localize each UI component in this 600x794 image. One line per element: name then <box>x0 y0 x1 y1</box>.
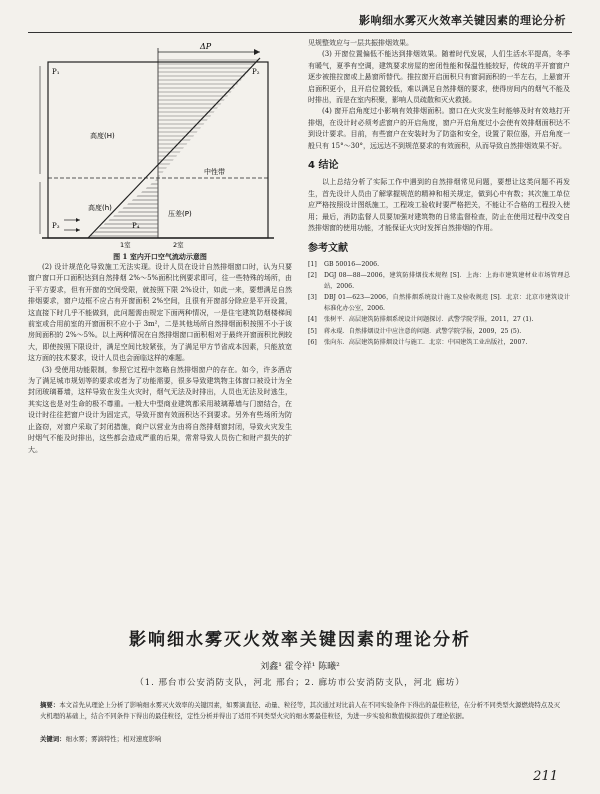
p3-label: P₃ <box>52 222 60 230</box>
reference-item: [5] 蒋永琨．自然排烟设计中应注意的问题．武警学院学报，2009，25 (5). <box>308 327 522 335</box>
reference-item: [6] 张向东．高层建筑防排烟设计与施工．北京：中国建筑工业出版社，2007. <box>308 339 528 347</box>
abstract-label: 摘要： <box>40 701 60 709</box>
reference-item: [4] 张树平．高层建筑防排烟系统设计问题探讨．武警学院学报，2011，27 (1). <box>308 316 534 324</box>
article-affiliations: （1. 邢台市公安消防支队，河北 邢台；2. 廊坊市公安消防支队，河北 廊坊） <box>135 678 465 688</box>
header-rule <box>28 32 572 33</box>
room1-label: 1室 <box>120 241 131 248</box>
figure-caption: 图 1 室内开口空气流动示意图 <box>113 252 207 261</box>
article-title: 影响细水雾灭火效率关键因素的理论分析 <box>129 630 471 650</box>
reference-item: [1] GB 50016—2006. <box>308 260 380 268</box>
references-heading: 参考文献 <box>308 242 348 254</box>
keywords <box>40 734 560 743</box>
reference-item: [3] DBJ 01—623—2006，自然排烟系统设计施工及验收规范 [S]．北京：北京市建筑设计标准化办公室，2006. <box>308 294 570 312</box>
p1-label: P₁ <box>52 68 60 76</box>
section-4-heading: 4 结论 <box>308 160 339 172</box>
conclusion-paragraph: 以上总结分析了实际工作中遇到的自然排烟常见问题，要想让这类问题不再发生，首先设计人员由了解掌握规范的精神和相关规定，做到心中有数；其次施工单位应严格按照设计图纸施工，工程竣工验收时要严格把关，不能让不合格的工程投入使用；最后，消防监督人员要加强对建筑物的日常监督检查，防止在使用过程中改变自然排烟窗的使用功能，才能保证火灾时发挥自然排烟的作用。 <box>308 178 570 233</box>
left-paragraph: (3) 受使用功能限制，参照它过程中忽略自然排烟窗户的存在。如今，许多酒店为了满足城市规划等的要求或者为了功能需要，很多导致建筑物主体窗口被设计为全封闭玻璃幕墙，这样导致在发生火灾时，烟气无法及时排出，人员也无法及时逃生，其实这也是对生命的极不尊重。一般大中型商业建筑都采用玻璃幕墙与门窗结合，在设计时往往把窗户设计为固定式，导致开窗有效面积达不到要求。另外有些场所为防止盗窃，对窗户采取了封闭措施，商户以营业为由将自然排烟窗封闭，导致火灾发生时烟气不能及时排出，这些都会造成严重的后果，常常导致人员伤亡和财产损失的扩大。 <box>28 365 292 454</box>
height-high-label: 高度(H) <box>90 132 115 140</box>
left-paragraph: (2) 设计规范化导致施工无法实现。设计人员在设计自然排烟窗口时，认为只要窗户窗口开口面积达到自然排烟 2%～5%面积比例要求即可，往一些特殊的场所，由于平方要求，但有开窗的空间受限，就按照下限 2%设计，如此一来，要想满足自然排烟要求，窗户边框不应占有开窗面积 2%空间，且很有开窗部分除应是平开设置，这直接下时几乎不能做到，此问题需由规定下面两种情况，一是住宅建筑防烟楼梯间前室或合用前室的开窗面积不应小于 3m²，二是其他场所自然排烟面积按照不小于该房间面积的 2%～5%。以上两种情况在自然排烟窗口面积相对于最终开窗面积比例较大，即使按照下限设计，满足空间比较紧张，为了满足甲方节省成本因素，只能放宽这方面的技术要求，设计人员也会面临这样的难题。 <box>28 263 292 363</box>
figure-1 <box>28 38 292 260</box>
reference-item: [2] DGJ 08—88—2006，建筑防排烟技术规程 [S]．上海：上海市建筑建材业市场管理总站，2006. <box>308 272 570 290</box>
right-top-text: 见规整效应与一层共振排烟效果。 <box>308 39 413 47</box>
pressure-diff-label: 压差(P) <box>168 210 192 218</box>
abstract <box>40 700 560 722</box>
page-number: 211 <box>533 769 558 784</box>
right-paragraph: (3) 开窗位置偏低不能达到排烟效果。随着时代发展，人们生活水平提高，冬季有暖气，夏季有空调，建筑要求房屋的密闭性能和保温性能较好，传统的平开窗窗户逐步被推拉窗或上悬窗所替代。推拉窗开启面积只有窗洞面积的一半左右，上悬窗开启面积更小，且开启位置较低，难以满足自然排烟的要求，使得房间内的烟气不能及时排出，而是在室内积聚，影响人员疏散和灭火救援。 <box>308 50 570 105</box>
p2-label: P₂ <box>252 68 260 76</box>
abstract-text: 本文首先从理论上分析了影响细水雾灭火效率的关键因素，如雾滴直径、动量、粒径等，其次通过对比前人在不同实验条件下得出的最佳粒径，在分析不同类型火源燃烧特点及灭火机理的基础上，结合不同条件下得出的最佳粒径，定性分析并得出了适用不同类型火灾的细水雾最佳粒径，为进一步实验和数值模拟提供了理论依据。 <box>40 701 561 720</box>
running-title: 影响细水雾灭火效率关键因素的理论分析 <box>359 14 566 27</box>
height-low-label: 高度(h) <box>88 204 112 212</box>
room2-label: 2室 <box>173 241 184 248</box>
neutral-plane-label: 中性带 <box>204 168 225 176</box>
article-authors: 刘鑫¹ 霍令祥¹ 陈曦² <box>260 662 340 672</box>
left-column <box>28 262 292 602</box>
keywords-label: 关键词： <box>40 735 66 743</box>
figure-1-diagram <box>28 38 292 248</box>
right-paragraph: (4) 窗开启角度过小影响有效排烟面积。窗口在火灾发生时能够及时有效地打开排烟，在设计时必须考虑窗户的开启角度，窗户开启角度过小会使有效排烟面积达不到设计要求。目前，有些窗户在安装时为了防盗和安全，设置了限位器，开启角度一般只有 15°～30°，远远达不到规范要求的有效面积，从而导致自然排烟效果不好。 <box>308 107 570 150</box>
right-column <box>308 38 570 606</box>
keywords-text: 细水雾；雾滴特性；相对速度影响 <box>65 735 162 743</box>
delta-p-label: ΔP <box>200 42 212 51</box>
p4-label: P₄ <box>132 222 140 230</box>
